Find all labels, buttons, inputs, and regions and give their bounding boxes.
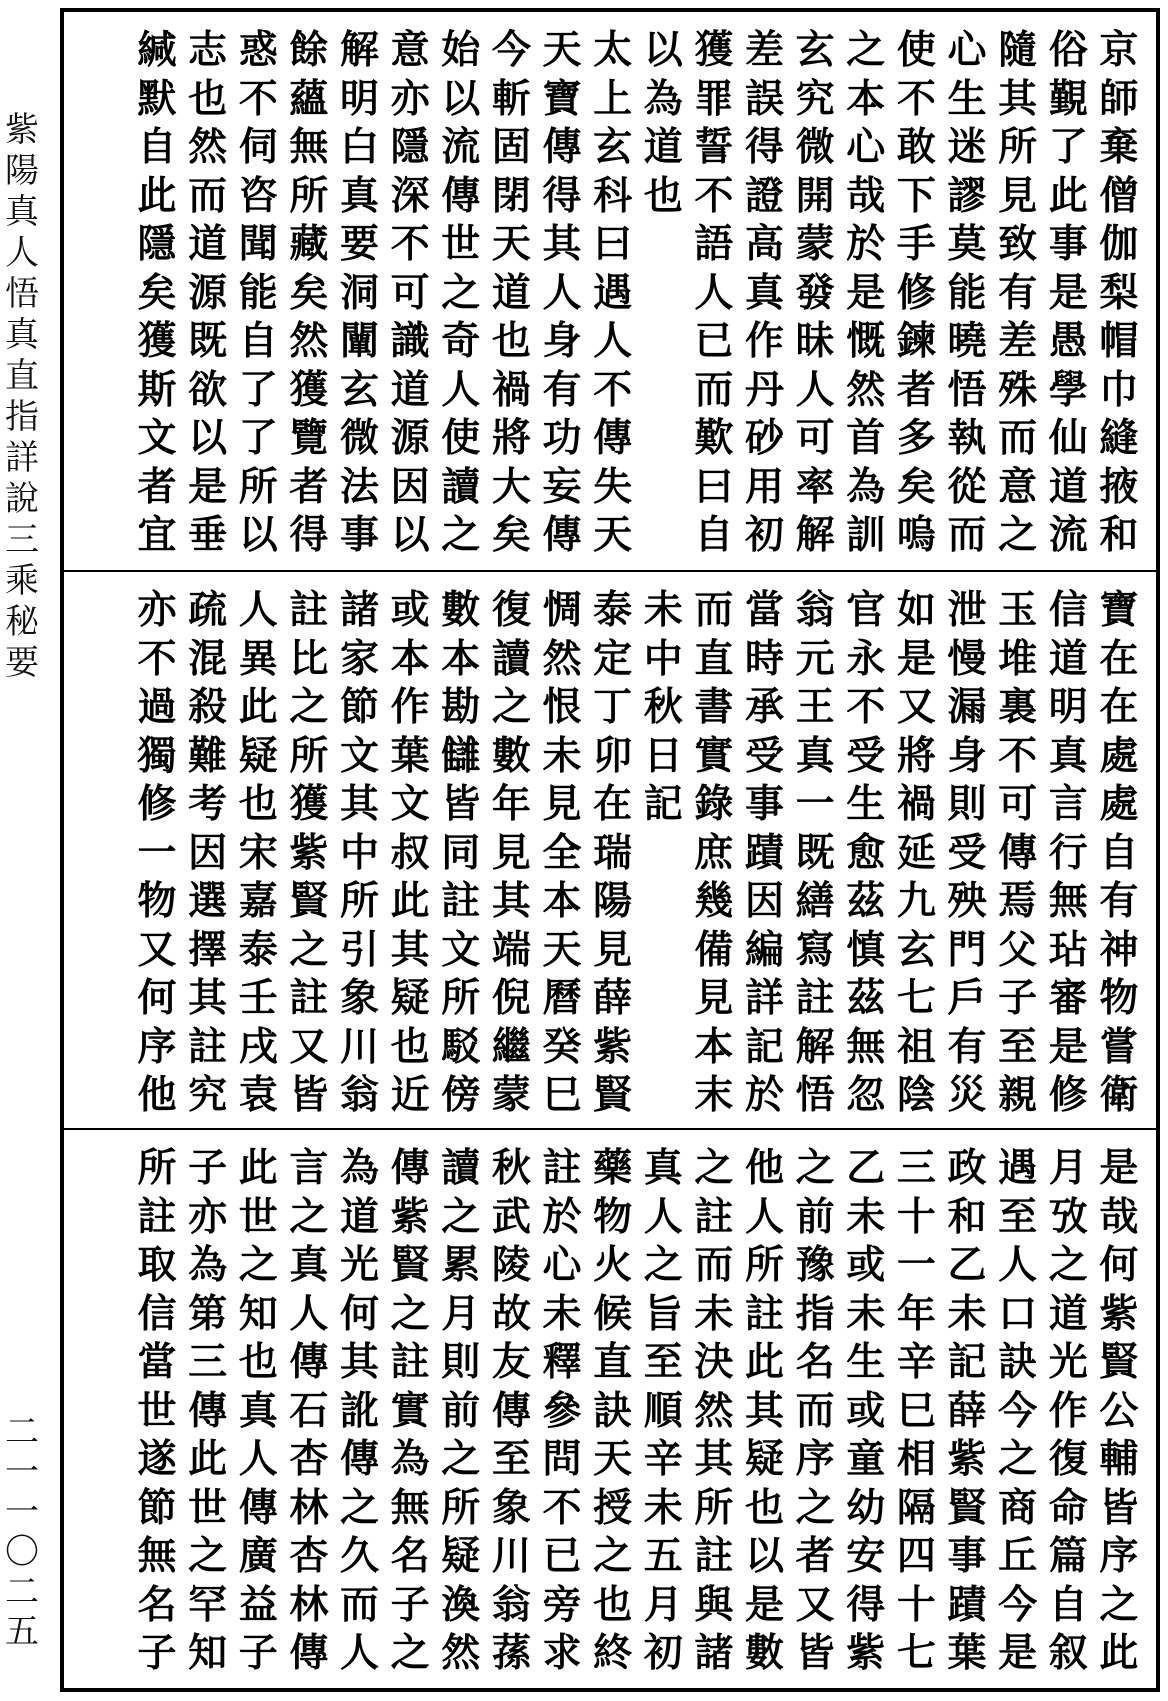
text-column: 惆然恨未見全本天曆癸巳 (542, 587, 582, 1118)
text-column: 註比之所獲紫賢之註又皆 (289, 587, 329, 1118)
text-column: 遇至人口訣今之商丘今是 (998, 1145, 1038, 1676)
text-column: 未中秋日記 (643, 587, 683, 827)
text-column: 註於心未釋參問不已旁求 (542, 1145, 582, 1676)
text-column: 差誤得證高真作丹砂用初 (744, 27, 784, 558)
text-column: 傳紫賢之註實為無名子之 (390, 1145, 430, 1676)
text-column: 他人所註此其疑也以是數 (744, 1145, 784, 1676)
text-column: 今斬固閉天道也禍將大矣 (491, 27, 531, 558)
text-column: 當時承受事蹟因編詳記於 (744, 587, 784, 1118)
text-column: 月攷之道光作復命篇自叙 (1048, 1145, 1088, 1676)
text-column: 子亦為第三傳此世之罕知 (188, 1145, 228, 1676)
text-column: 是哉何紫賢公輔皆序之此 (1099, 1145, 1139, 1676)
text-column: 亦不過獨修一物又何序他 (137, 587, 177, 1118)
text-column: 秋武陵故友傳至象川翁蓀 (491, 1145, 531, 1676)
text-column: 數本勘讎皆同註文所駁傍 (441, 587, 481, 1118)
text-column: 天寶傳得其人身有功妄傳 (542, 27, 582, 558)
text-column: 疏混殺難考因選擇其註究 (188, 587, 228, 1118)
text-column: 如是又將禍延九玄七祖陰 (896, 587, 936, 1118)
text-column: 隨其所見致有差殊而意之 (998, 27, 1038, 558)
text-column: 諸家節文其中所引象川翁 (339, 587, 379, 1118)
text-column: 心生迷謬莫能曉悟執從而 (947, 27, 987, 558)
text-column: 乙未或未生或童幼安得紫 (846, 1145, 886, 1676)
text-column: 俗覲了此事是愚學仙道流 (1048, 27, 1088, 558)
text-column: 翁元王真一既繕寫註解悟 (795, 587, 835, 1118)
text-column: 復讀之數年見其端倪繼蒙 (491, 587, 531, 1118)
text-column: 獲罪誓不語人已而歎曰自 (694, 27, 734, 558)
text-panel-bottom (64, 1128, 1156, 1688)
text-column: 而直書實錄庶幾備見本末 (694, 587, 734, 1118)
text-column: 或本作葉文叔此其疑也近 (390, 587, 430, 1118)
text-column: 人異此疑也宋嘉泰壬戌袁 (238, 587, 278, 1118)
text-panel-top (64, 12, 1156, 570)
page-frame (60, 8, 1160, 1692)
text-column: 玉堆裏不可傳焉父子至親 (998, 587, 1038, 1118)
column-group (132, 1144, 1144, 1678)
text-column: 餘蘊無所藏矣然獲覽者得 (289, 27, 329, 558)
text-column: 始以流傳世之奇人使讀之 (441, 27, 481, 558)
text-column: 志也然而道源既欲以是垂 (188, 27, 228, 558)
text-column: 解明白真要洞闡玄微法事 (339, 27, 379, 558)
text-column: 以為道也 (643, 27, 683, 219)
text-column: 泄慢漏身則受殃門戶有災 (947, 587, 987, 1118)
text-column: 惑不伺咨聞能自了了所以 (238, 27, 278, 558)
text-column: 之註而未決然其所註與諸 (694, 1145, 734, 1676)
text-column: 三十一年辛巳相隔四十七 (896, 1145, 936, 1676)
text-column: 藥物火候直訣天授之也終 (593, 1145, 633, 1676)
text-column: 泰定丁卯在瑞陽見薛紫賢 (593, 587, 633, 1118)
text-column: 真人之旨至順辛未五月初 (643, 1145, 683, 1676)
column-group (132, 26, 1144, 560)
text-column: 讀之累月則前之所疑渙然 (441, 1145, 481, 1676)
column-group (132, 586, 1144, 1118)
text-column: 使不敢下手修鍊者多矣嗚 (896, 27, 936, 558)
margin-book-title: 紫陽真人悟真直指詳說三乘秘要 (5, 110, 39, 683)
text-column: 所註取信當世遂節無名子 (137, 1145, 177, 1676)
text-column: 信道明真言行無玷審是修 (1048, 587, 1088, 1118)
text-column: 官永不受生愈茲慎茲無忽 (846, 587, 886, 1118)
text-column: 緘默自此隱矣獲斯文者宜 (137, 27, 177, 558)
text-column: 玄究微開蒙發昧人可率解 (795, 27, 835, 558)
text-column: 京師棄僧伽梨帽巾縫掖和 (1099, 27, 1139, 558)
text-column: 此世之知也真人傳廣益子 (238, 1145, 278, 1676)
text-column: 意亦隱深不可識道源因以 (390, 27, 430, 558)
text-column: 言之真人傳石杏林杏林傳 (289, 1145, 329, 1676)
text-column: 寶在在處處自有神物嘗衛 (1099, 587, 1139, 1118)
margin-page-number: 二一一〇二五 (5, 1412, 39, 1652)
text-column: 太上玄科曰遇人不傳失天 (593, 27, 633, 558)
text-column: 政和乙未記薛紫賢事蹟葉 (947, 1145, 987, 1676)
text-column: 之本心哉於是慨然首為訓 (846, 27, 886, 558)
text-panel-middle (64, 570, 1156, 1128)
text-column: 之前豫指名而序之者又皆 (795, 1145, 835, 1676)
text-column: 為道光何其訛傳之久而人 (339, 1145, 379, 1676)
